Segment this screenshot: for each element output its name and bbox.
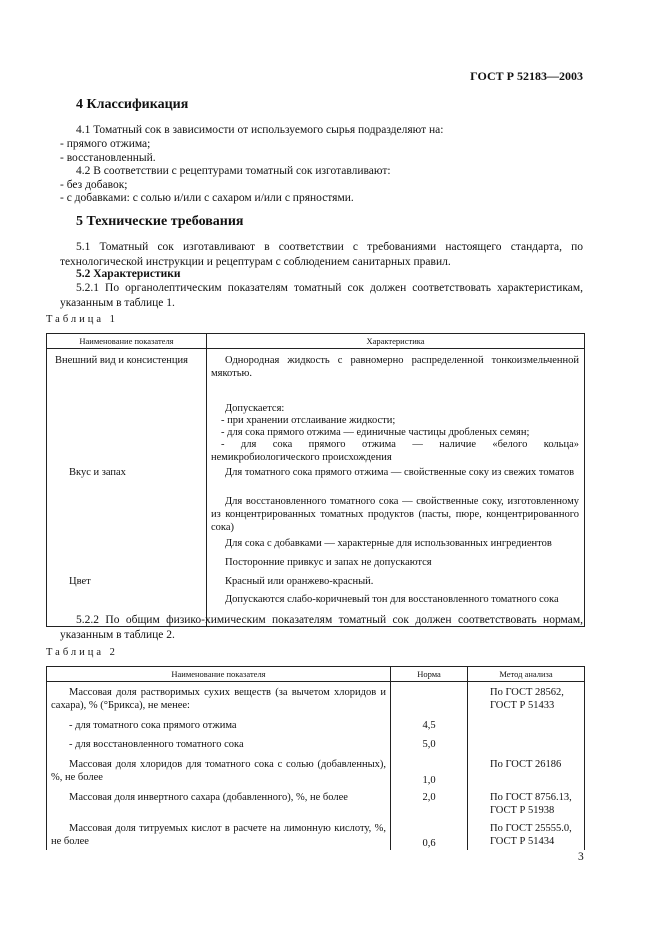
table-row bbox=[47, 682, 585, 716]
indicator-taste: Вкус и запах bbox=[69, 467, 126, 478]
method-value: По ГОСТ 25555.0, ГОСТ Р 51434 bbox=[468, 818, 585, 850]
characteristic-text: Красный или оранжево-красный. bbox=[225, 576, 374, 587]
column-header: Норма bbox=[391, 667, 468, 682]
clause-4-2: 4.2 В соответствии с рецептурами томатный сок изготавливают: bbox=[76, 165, 391, 177]
section-5-heading: 5 Технические требования bbox=[76, 214, 244, 229]
indicator-appearance: Внешний вид и консистенция bbox=[55, 355, 188, 366]
indicator-name: Массовая доля инвертного сахара (добавленного), %, не более bbox=[47, 787, 391, 818]
characteristic-text: Посторонние привкус и запах не допускаются bbox=[225, 557, 432, 568]
table-row bbox=[47, 787, 585, 818]
norm-value: 2,0 bbox=[391, 787, 468, 818]
characteristic-cell bbox=[207, 349, 585, 627]
method-value: По ГОСТ 8756.13, ГОСТ Р 51938 bbox=[468, 787, 585, 818]
norm-value: 5,0 bbox=[391, 735, 468, 754]
norm-value: 0,6 bbox=[391, 818, 468, 850]
method-value bbox=[468, 735, 585, 754]
method-value: По ГОСТ 26186 bbox=[468, 754, 585, 787]
norm-value: 1,0 bbox=[391, 754, 468, 787]
subsection-5-2-heading: 5.2 Характеристики bbox=[76, 268, 181, 280]
norm-value: 4,5 bbox=[391, 716, 468, 735]
page-number: 3 bbox=[578, 851, 584, 863]
column-header: Наименование показателя bbox=[47, 667, 391, 682]
column-header: Метод анализа bbox=[468, 667, 585, 682]
clause-4-1: 4.1 Томатный сок в зависимости от используемого сырья подразделяют на: bbox=[76, 124, 444, 136]
indicator-name: Массовая доля титруемых кислот в расчете на лимонную кислоту, %, не более bbox=[47, 818, 391, 850]
table-2-caption: Таблица 2 bbox=[46, 647, 118, 658]
characteristic-text: - при хранении отслаивание жидкости; bbox=[221, 415, 396, 426]
characteristic-text: - для сока прямого отжима — наличие «белого кольца» немикробиологического происхождения bbox=[211, 439, 579, 463]
table-1 bbox=[46, 333, 585, 627]
table-row bbox=[47, 818, 585, 850]
section-4-heading: 4 Классификация bbox=[76, 97, 189, 112]
characteristic-text: Для восстановленного томатного сока — свойственные соку, изготовленному из концентрированных томатных продуктов (пасты, пюре, концентрированного сока) bbox=[211, 496, 579, 533]
characteristic-text: Для томатного сока прямого отжима — свойственные соку из свежих томатов bbox=[225, 467, 575, 478]
list-item: - прямого отжима; bbox=[60, 138, 151, 150]
clause-5-2-2: 5.2.2 По общим физико-химическим показателям томатный сок должен соответствовать нормам, указанным в таблице 2. bbox=[60, 614, 583, 641]
indicator-name: Массовая доля хлоридов для томатного сока с солью (добавленных), %, не более bbox=[47, 754, 391, 787]
list-item: - восстановленный. bbox=[60, 152, 156, 164]
list-item: - без добавок; bbox=[60, 179, 128, 191]
norm-value bbox=[391, 682, 468, 716]
table-2 bbox=[46, 666, 585, 850]
table-1-caption: Таблица 1 bbox=[46, 314, 118, 325]
characteristic-text: - для сока прямого отжима — единичные частицы дробленых семян; bbox=[221, 427, 530, 438]
characteristic-text: Допускаются слабо-коричневый тон для восстановленного томатного сока bbox=[225, 594, 559, 605]
table-row bbox=[47, 754, 585, 787]
clause-5-2-1: 5.2.1 По органолептическим показателям томатный сок должен соответствовать характеристикам, указанным в таблице 1. bbox=[60, 282, 583, 309]
column-header: Наименование показателя bbox=[47, 334, 207, 349]
standard-header: ГОСТ Р 52183—2003 bbox=[470, 69, 583, 83]
indicator-cell bbox=[47, 349, 207, 627]
clause-5-1: 5.1 Томатный сок изготавливают в соответствии с требованиями настоящего стандарта, по технологической инструкции и рецептурам с соблюдением санитарных правил. bbox=[60, 241, 583, 268]
characteristic-text: Допускается: bbox=[225, 403, 285, 414]
indicator-name: - для восстановленного томатного сока bbox=[47, 735, 391, 754]
column-header: Характеристика bbox=[207, 334, 585, 349]
method-value: По ГОСТ 28562, ГОСТ Р 51433 bbox=[468, 682, 585, 716]
characteristic-text: Для сока с добавками — характерные для использованных ингредиентов bbox=[225, 538, 552, 549]
table-row bbox=[47, 716, 585, 735]
table-row bbox=[47, 735, 585, 754]
characteristic-text: Однородная жидкость с равномерно распределенной тонкоизмельченной мякотью. bbox=[211, 355, 579, 379]
indicator-name: Массовая доля растворимых сухих веществ (за вычетом хлоридов и сахара), % (°Брикса), не менее: bbox=[47, 682, 391, 716]
list-item: - с добавками: с солью и/или с сахаром и/или с пряностями. bbox=[60, 192, 354, 204]
indicator-color: Цвет bbox=[69, 576, 91, 587]
indicator-name: - для томатного сока прямого отжима bbox=[47, 716, 391, 735]
method-value bbox=[468, 716, 585, 735]
